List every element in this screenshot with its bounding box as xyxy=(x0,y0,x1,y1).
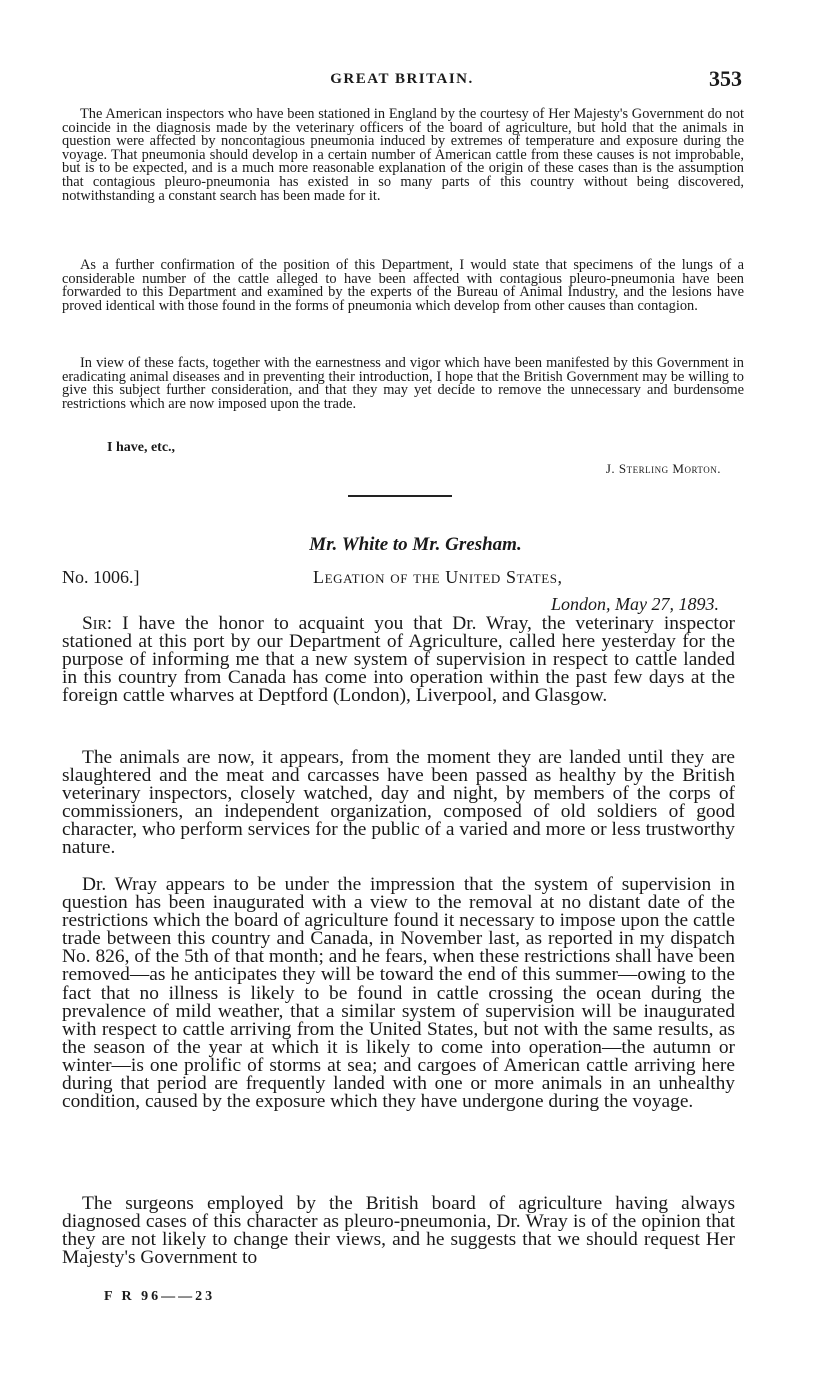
signature-mark: F R 96——23 xyxy=(104,1289,216,1304)
letter2-heading: Mr. White to Mr. Gresham. xyxy=(309,534,522,555)
letter1-paragraph-2: As a further confirmation of the position of this Department, I would state that specimens of the lungs of a considerable number of the cattle alleged to have been affected with contagious pleuro-pneumonia have been forwarded to this Department and examined by the experts of the Bureau of Animal Industry, and the lesions have proved identical with those found in the forms of pneumonia which develop from other causes than contagion. xyxy=(62,257,744,314)
legation-line: Legation of the United States, xyxy=(313,567,563,587)
letter1-paragraph-3: In view of these facts, together with the earnestness and vigor which have been manifested by this Government in eradicating animal diseases and in preventing their introduction, I hope that the British Government may be willing to give this subject further consideration, and that they may yet decide to remove the unnecessary and burdensome restrictions which are now imposed upon the trade. xyxy=(62,355,744,412)
letter1-signature: J. Sterling Morton. xyxy=(605,461,721,476)
letter2-paragraph-4: The surgeons employed by the British board of agriculture having always diagnosed cases of this character as pleuro-pneumonia, Dr. Wray is of the opinion that they are not likely to change their views, and he suggests that we should request Her Majesty's Government to xyxy=(62,1193,735,1269)
letter1-paragraph-1: The American inspectors who have been stationed in England by the courtesy of Her Majesty's Government do not coincide in the diagnosis made by the veterinary officers of the board of agriculture, but hold that the animals in question were affected by noncontagious pneumonia induced by extremes of temperature and exposure during the voyage. That pneumonia should develop in a certain number of American cattle from these causes is not improbable, but is to be expected, and is a much more reasonable explanation of the origin of these cases than is the assumption that contagious pleuro-pneumonia has existed in so many parts of this country without being discovered, notwithstanding a constant search has been made for it. xyxy=(62,106,744,204)
running-head xyxy=(62,66,742,94)
place-date: London, May 27, 1893. xyxy=(551,594,719,614)
letter2-paragraph-3: Dr. Wray appears to be under the impression that the system of supervision in question has been inaugurated with a view to the removal at no distant date of the restrictions which the board of agriculture found it necessary to impose upon the cattle trade between this country and Canada, in November last, as reported in my dispatch No. 826, of the 5th of that month; and he fears, when these restrictions shall have been removed—as he anticipates they will be toward the end of this summer—owing to the fact that no illness is likely to be found in cattle crossing the ocean during the prevalence of mild weather, that a similar system of supervision will be inaugurated with respect to cattle arriving from the United States, but not with the same results, as the season of the year at which it is likely to come into operation—the autumn or winter—is one prolific of storms at sea; and cargoes of American cattle arriving here during that period are frequently landed with one or more animals in an unhealthy condition, caused by the exposure which they have undergone during the voyage. xyxy=(62,874,735,1113)
page-number: 353 xyxy=(709,66,742,91)
salutation: Sir: xyxy=(82,613,113,634)
letter1-closing: I have, etc., xyxy=(107,440,176,455)
letter2-paragraph-2: The animals are now, it appears, from the moment they are landed until they are slaughtered and the meat and carcasses have been passed as healthy by the British veterinary inspectors, closely watched, day and night, by members of the corps of commissioners, an independent organization, composed of old soldiers of good character, who perform services for the public of a varied and more or less trustworthy nature. xyxy=(62,747,735,859)
section-divider xyxy=(348,495,452,497)
letter2-paragraph-1: Sir: I have the honor to acquaint you that Dr. Wray, the veterinary inspector stationed at this port by our Department of Agriculture, called here yesterday for the purpose of informing me that a new system of supervision in respect to cattle landed in this country from Canada has come into operation within the past few days at the foreign cattle wharves at Deptford (London), Liverpool, and Glasgow. xyxy=(62,613,735,707)
document-number: No. 1006.] xyxy=(62,567,140,587)
page-title: GREAT BRITAIN. xyxy=(330,71,474,87)
